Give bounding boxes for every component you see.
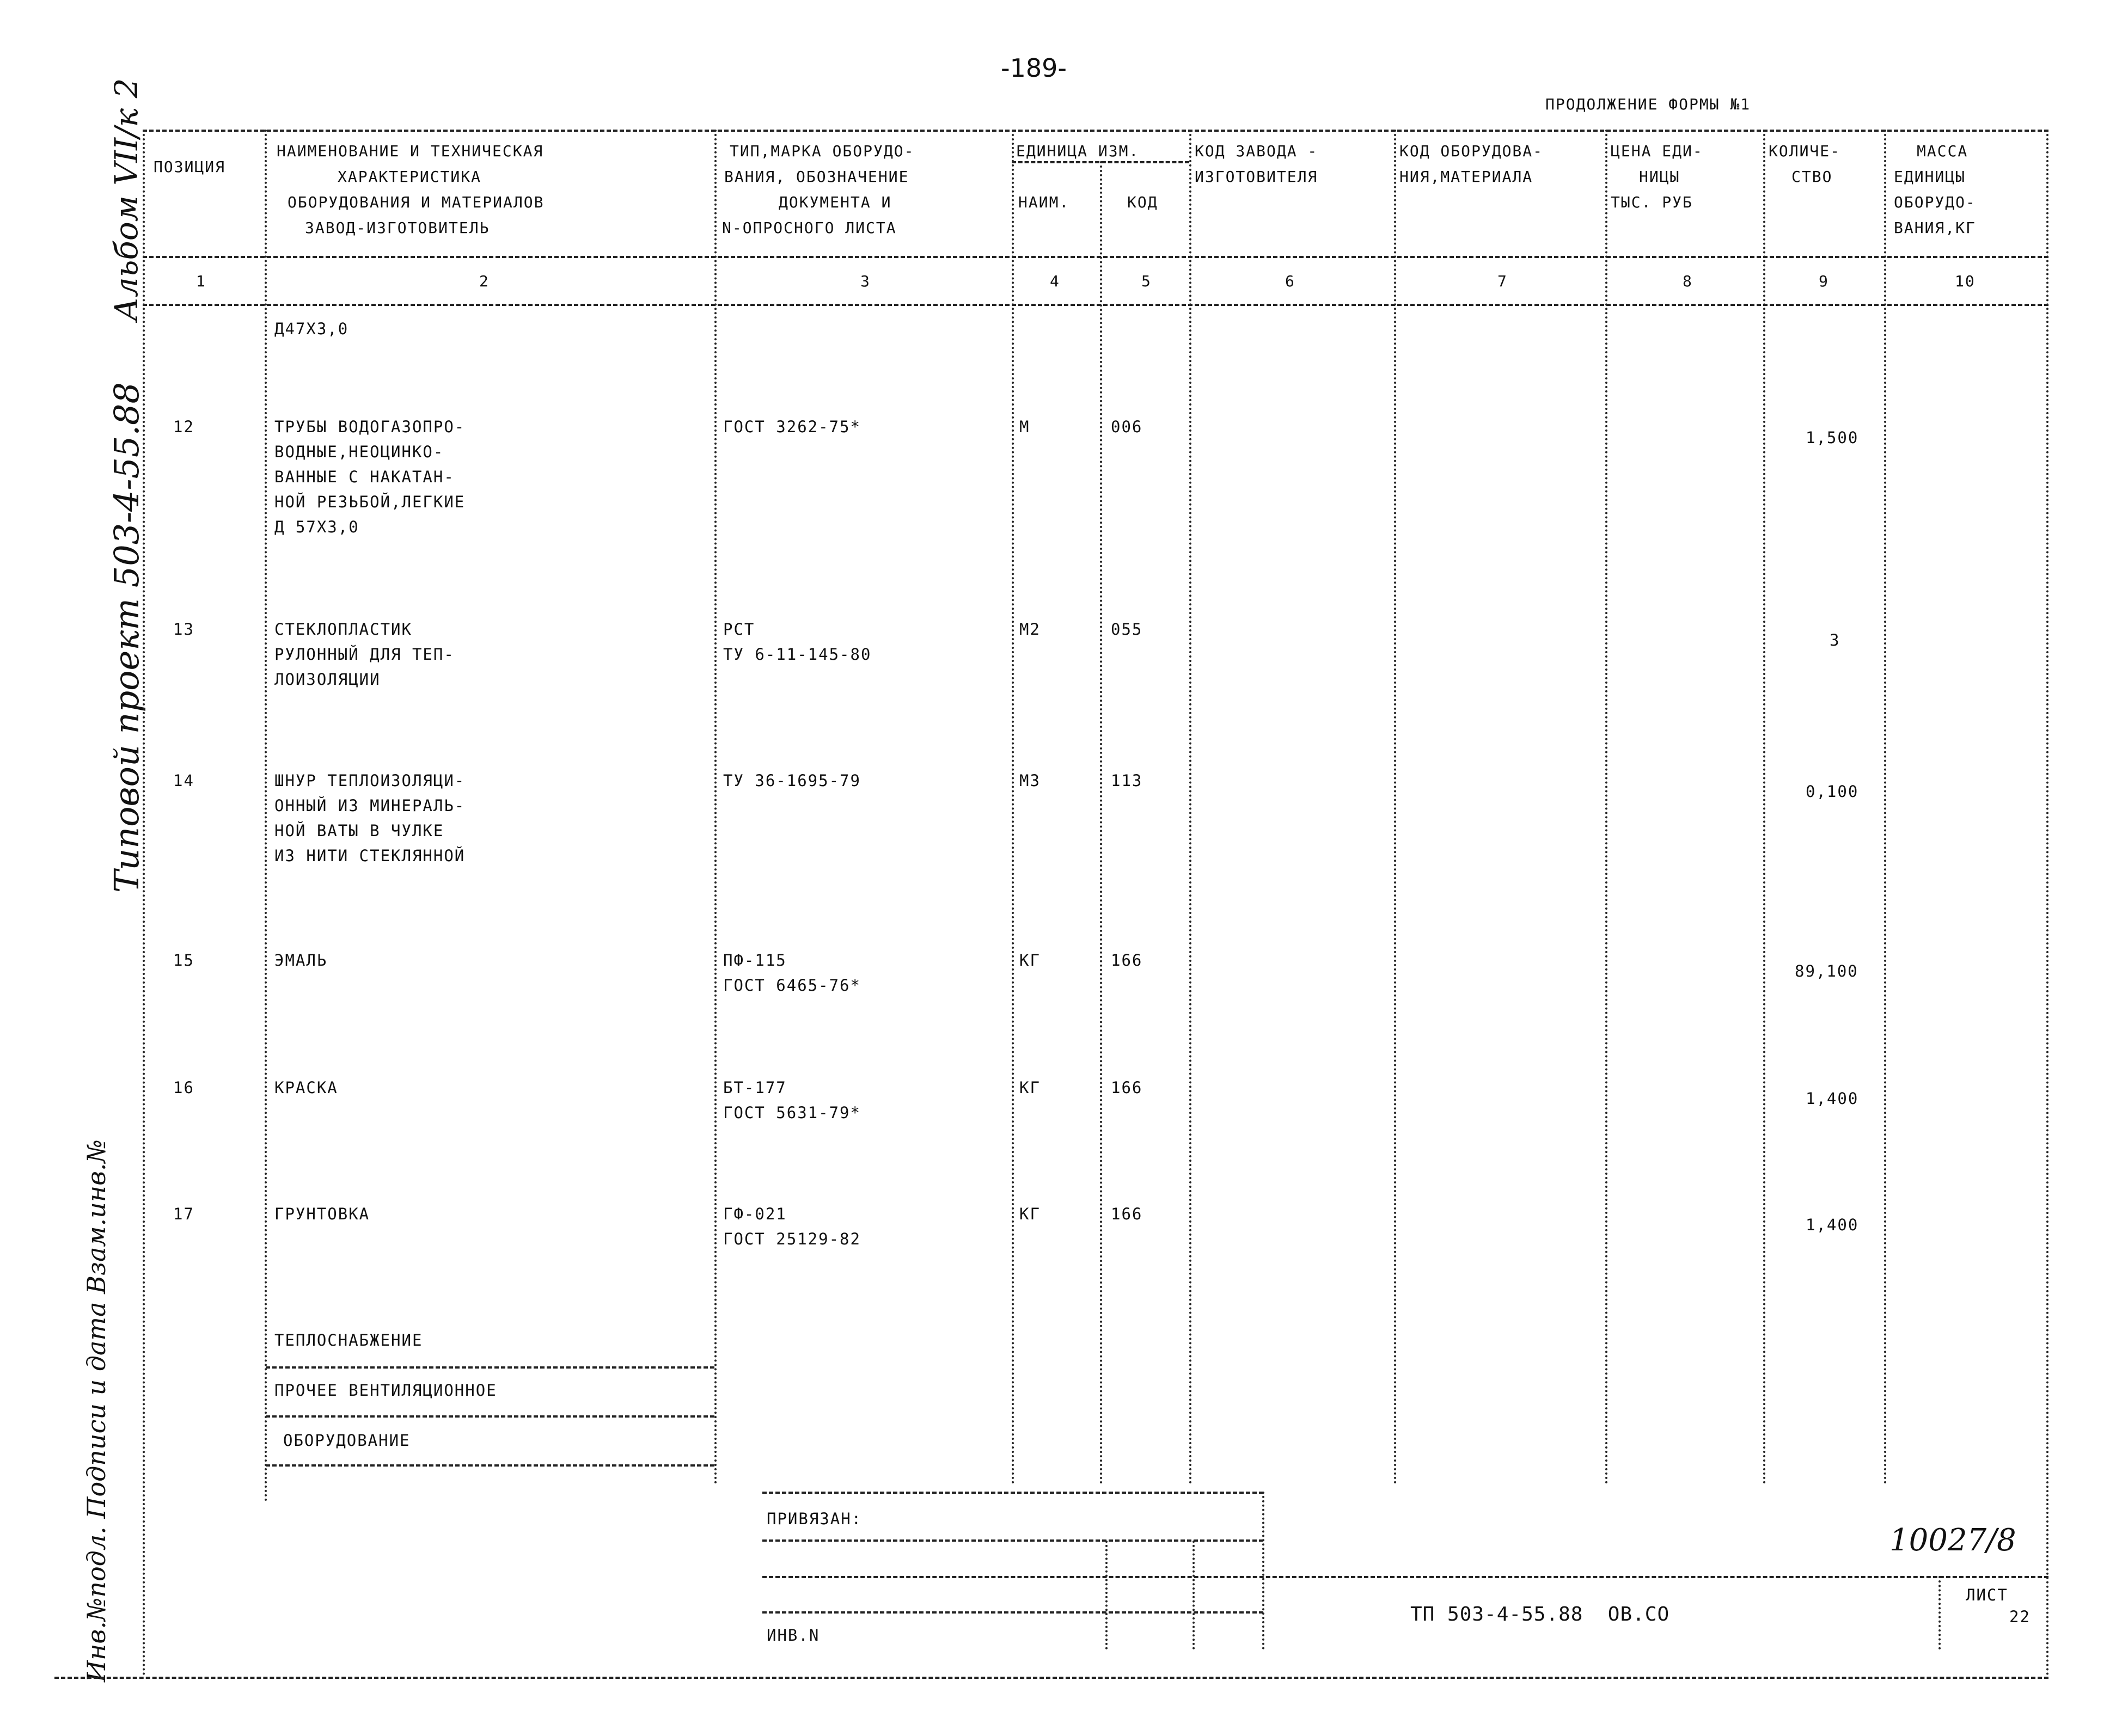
page-number: -189- [1001,53,1067,83]
header-col-2-line-4: ЗАВОД-ИЗГОТОВИТЕЛЬ [305,219,490,237]
rule-section-3 [266,1464,714,1467]
row-14-name-2: ОННЫЙ ИЗ МИНЕРАЛЬ- [274,796,466,815]
header-col-3-line-3: ДОКУМЕНТА И [779,193,892,211]
title-archive-number: 10027/8 [1889,1523,2016,1558]
carryover-line: Д47Х3,0 [274,320,349,338]
row-17-doc-1: ГФ-021 [723,1205,787,1223]
column-number-5: 5 [1141,272,1152,290]
col-rule-7 [1605,130,1607,1485]
rule-title-3 [762,1576,2048,1578]
header-col-10-line-4: ВАНИЯ,КГ [1894,219,1976,237]
margin-stamps: Инв.№подл. Подписи и дата Взам.инв.№ [82,1139,111,1682]
header-col-5: КОД [1127,193,1158,211]
row-17-quantity: 1,400 [1806,1216,1859,1234]
row-14-position: 14 [173,771,194,790]
rule-title-1 [762,1492,1263,1494]
column-number-8: 8 [1683,272,1693,290]
row-13-doc-1: РСТ [723,620,755,639]
row-17-doc-2: ГОСТ 25129-82 [723,1230,861,1248]
row-12-name-5: Д 57Х3,0 [274,518,359,536]
col-rule-1 [265,130,267,1502]
header-col-3-line-2: ВАНИЯ, ОБОЗНАЧЕНИЕ [724,168,909,186]
column-number-6: 6 [1285,272,1295,290]
rule-section-2 [266,1415,714,1418]
header-col-10-line-1: МАССА [1917,142,1968,160]
col-rule-6 [1394,130,1396,1485]
col-rule-8 [1763,130,1765,1485]
rule-page-bottom [54,1677,2048,1679]
row-16-position: 16 [173,1078,194,1097]
row-13-doc-2: ТУ 6-11-145-80 [723,645,872,664]
column-number-1: 1 [196,272,206,290]
row-12-doc-1: ГОСТ 3262-75* [723,418,861,436]
row-14-code: 113 [1111,771,1143,790]
title-designation: ТП 503-4-55.88 ОВ.СО [1410,1603,1670,1625]
row-15-doc-2: ГОСТ 6465-76* [723,976,861,995]
rule-header-bottom [143,256,2048,258]
title-rule-a [1105,1541,1108,1649]
col-rule-4 [1100,161,1102,1485]
header-col-7-line-2: НИЯ,МАТЕРИАЛА [1399,168,1533,186]
title-sheet-number: 22 [2009,1608,2031,1626]
row-15-unit: КГ [1019,951,1041,970]
row-13-position: 13 [173,620,194,639]
row-12-name-3: ВАННЫЕ С НАКАТАН- [274,468,455,486]
row-14-name-1: ШНУР ТЕПЛОИЗОЛЯЦИ- [274,771,466,790]
header-col-9-line-2: СТВО [1791,168,1833,186]
row-14-name-3: НОЙ ВАТЫ В ЧУЛКЕ [274,821,444,840]
header-col-2-line-1: НАИМЕНОВАНИЕ И ТЕХНИЧЕСКАЯ [277,142,544,160]
column-number-10: 10 [1955,272,1976,290]
row-12-unit: М [1019,418,1030,436]
column-number-3: 3 [860,272,871,290]
col-rule-9 [1884,130,1886,1485]
title-privyazan: ПРИВЯЗАН: [767,1510,863,1528]
header-col-2-line-2: ХАРАКТЕРИСТИКА [338,168,482,186]
header-col-3-line-4: N-ОПРОСНОГО ЛИСТА [722,219,897,237]
header-col-10-line-2: ЕДИНИЦЫ [1894,168,1966,186]
section-label-heating: ТЕПЛОСНАБЖЕНИЕ [274,1331,423,1349]
header-col-8-line-1: ЦЕНА ЕДИ- [1611,142,1703,160]
header-col-3-line-1: ТИП,МАРКА ОБОРУДО- [730,142,915,160]
row-15-code: 166 [1111,951,1143,970]
row-14-unit: М3 [1019,771,1041,790]
row-14-quantity: 0,100 [1806,782,1859,801]
row-17-position: 17 [173,1205,194,1223]
row-15-name-1: ЭМАЛЬ [274,951,328,970]
col-rule-3 [1012,130,1014,1485]
row-14-doc-1: ТУ 36-1695-79 [723,771,861,790]
header-col-8-line-3: ТЫС. РУБ [1611,193,1693,211]
row-16-doc-2: ГОСТ 5631-79* [723,1103,861,1122]
col-rule-2 [714,130,717,1485]
title-rule-d [1938,1576,1941,1649]
row-13-name-1: СТЕКЛОПЛАСТИК [274,620,412,639]
title-inv-label: ИНВ.N [767,1626,820,1645]
header-col-6-line-1: КОД ЗАВОДА - [1195,142,1318,160]
column-number-4: 4 [1050,272,1060,290]
row-16-quantity: 1,400 [1806,1089,1859,1108]
section-label-ventilation: ПРОЧЕЕ ВЕНТИЛЯЦИОННОЕ [274,1381,497,1400]
header-col-2-line-3: ОБОРУДОВАНИЯ И МАТЕРИАЛОВ [288,193,545,211]
column-number-7: 7 [1497,272,1508,290]
title-rule-c [1262,1492,1264,1649]
header-col-7-line-1: КОД ОБОРУДОВА- [1399,142,1544,160]
margin-project: Типовой проект 503-4-55.88 [107,382,146,893]
row-13-name-2: РУЛОННЫЙ ДЛЯ ТЕП- [274,645,455,664]
column-number-9: 9 [1819,272,1829,290]
row-17-code: 166 [1111,1205,1143,1223]
row-12-name-2: ВОДНЫЕ,НЕОЦИНКО- [274,443,444,461]
header-col-1: ПОЗИЦИЯ [154,158,226,176]
row-13-code: 055 [1111,620,1143,639]
row-15-position: 15 [173,951,194,970]
row-12-position: 12 [173,418,194,436]
column-number-2: 2 [479,272,490,290]
row-13-quantity: 3 [1830,631,1840,649]
row-13-unit: М2 [1019,620,1041,639]
header-col-4-sub: НАИМ. [1018,193,1070,211]
row-16-name-1: КРАСКА [274,1078,338,1097]
col-rule-0 [143,130,145,1677]
title-rule-b [1193,1541,1195,1649]
header-col-6-line-2: ИЗГОТОВИТЕЛЯ [1195,168,1318,186]
section-label-equipment: ОБОРУДОВАНИЕ [283,1431,411,1450]
header-col-9-line-1: КОЛИЧЕ- [1769,142,1841,160]
title-sheet-label: ЛИСТ [1966,1586,2008,1604]
row-16-code: 166 [1111,1078,1143,1097]
rule-top [143,130,2048,132]
continuation-title: ПРОДОЛЖЕНИЕ ФОРМЫ №1 [1545,95,1751,113]
margin-album: Альбом VII/к 2 [108,78,145,321]
row-13-name-3: ЛОИЗОЛЯЦИИ [274,670,381,689]
col-rule-10 [2046,130,2048,1677]
row-16-unit: КГ [1019,1078,1041,1097]
row-14-name-4: ИЗ НИТИ СТЕКЛЯННОЙ [274,846,466,865]
row-12-name-1: ТРУБЫ ВОДОГАЗОПРО- [274,418,466,436]
row-12-name-4: НОЙ РЕЗЬБОЙ,ЛЕГКИЕ [274,493,466,511]
row-12-quantity: 1,500 [1806,428,1859,447]
header-col-10-line-3: ОБОРУДО- [1894,193,1976,211]
col-rule-5 [1189,130,1191,1485]
rule-title-2 [762,1539,1263,1542]
row-17-name-1: ГРУНТОВКА [274,1205,370,1223]
rule-section-1 [266,1366,714,1369]
rule-numbers-bottom [143,304,2048,306]
row-12-code: 006 [1111,418,1143,436]
row-16-doc-1: БТ-177 [723,1078,787,1097]
rule-title-4 [762,1611,1263,1614]
row-15-quantity: 89,100 [1795,962,1858,980]
row-17-unit: КГ [1019,1205,1041,1223]
header-col-8-line-2: НИЦЫ [1639,168,1680,186]
row-15-doc-1: ПФ-115 [723,951,787,970]
header-col-4-main: ЕДИНИЦА ИЗМ. [1016,142,1140,160]
